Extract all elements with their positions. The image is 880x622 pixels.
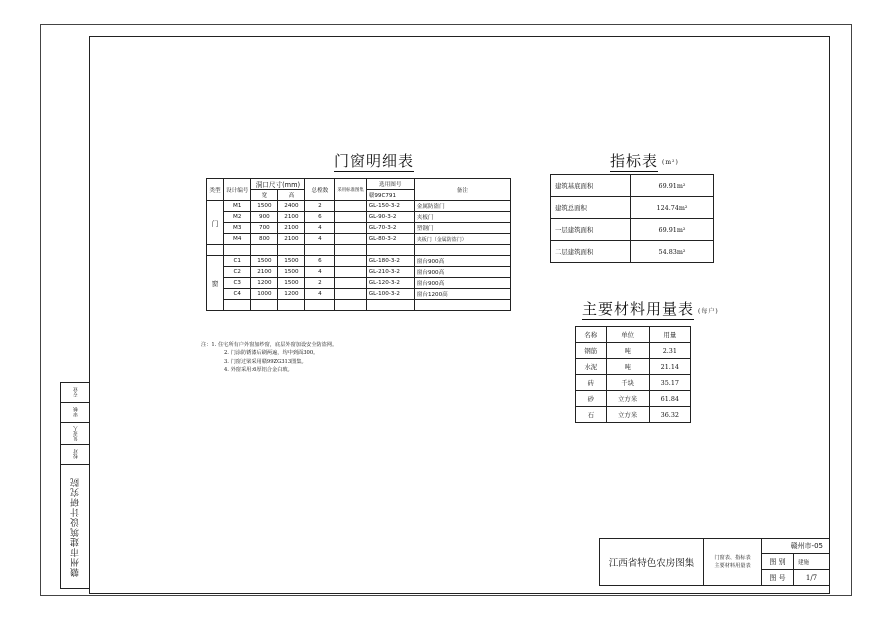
cell-atlas: GL-210-3-2: [366, 267, 414, 278]
header-amount: 用量: [649, 327, 690, 343]
number-value: 1/7: [794, 570, 830, 586]
cell-remark: 窗台900高: [414, 256, 510, 267]
cell-code: M3: [224, 223, 251, 234]
cell-height: 2400: [278, 201, 305, 212]
header-count: 总樘数: [305, 179, 335, 201]
project-name: 江西省特色农房图集: [600, 539, 704, 586]
cell-atlas: GL-150-3-2: [366, 201, 414, 212]
institute-name: 赣州市建筑设计研究院: [71, 477, 81, 577]
cell-count: 4: [305, 223, 335, 234]
title-block: [599, 538, 830, 586]
table-row: [207, 289, 511, 300]
cell-width: 1500: [251, 256, 278, 267]
header-remark: 备注: [414, 179, 510, 201]
cell-remark: 夹板门: [414, 212, 510, 223]
cell-count: 4: [305, 234, 335, 245]
cell-atlas: GL-90-3-2: [366, 212, 414, 223]
indicator-value: 69.91m²: [631, 175, 714, 197]
window-type-cell: 窗: [207, 256, 224, 311]
table-row: 砖 千块 35.17: [576, 375, 691, 391]
header-name: 名称: [576, 327, 607, 343]
header-type: 类型: [207, 179, 224, 201]
table-row: [551, 175, 714, 197]
header-height: 高: [278, 190, 305, 201]
drawing-frame: [89, 36, 830, 594]
strip-cell: [61, 403, 89, 423]
cell-width: 2100: [251, 267, 278, 278]
table-row: 水泥 吨 21.14: [576, 359, 691, 375]
cell-height: 1500: [278, 256, 305, 267]
cell-code: M4: [224, 234, 251, 245]
indicator-value: 69.91m²: [631, 219, 714, 241]
indicator-value: 124.74m²: [631, 197, 714, 219]
cell-width: 800: [251, 234, 278, 245]
cell-width: 1200: [251, 278, 278, 289]
cell-code: C1: [224, 256, 251, 267]
strip-cell-text: 校对: [73, 449, 79, 459]
table-row-empty: [207, 300, 511, 311]
table-row: 石 立方米 36.32: [576, 407, 691, 423]
strip-cell: [61, 423, 89, 445]
cell-count: 6: [305, 212, 335, 223]
materials-title: 主要材料用量表 (每户): [582, 300, 719, 318]
note-line: 2. 门涂防锈漆后刷两遍，均中到面300。: [224, 350, 319, 357]
cell-atlas: GL-100-3-2: [366, 289, 414, 300]
cell-code: C2: [224, 267, 251, 278]
strip-cell: [61, 383, 89, 403]
cell-code: C4: [224, 289, 251, 300]
materials-unit: (每户): [698, 307, 719, 315]
indicator-table: [550, 174, 714, 263]
header-atlas-id: 赣99C791: [366, 190, 414, 201]
cell-height: 1500: [278, 278, 305, 289]
cell-code: C3: [224, 278, 251, 289]
door-window-title: 门窗明细表: [334, 152, 415, 170]
table-row: [551, 241, 714, 263]
number-label: 图 号: [762, 570, 794, 586]
header-width: 宽: [251, 190, 278, 201]
cell-count: 4: [305, 289, 335, 300]
table-row: [207, 267, 511, 278]
series-code: 赣州市-05: [762, 539, 830, 554]
table-row-empty: [207, 245, 511, 256]
cell-width: 900: [251, 212, 278, 223]
header-atlas: 采用标准图集: [335, 179, 366, 201]
strip-cell: [61, 445, 89, 465]
cell-height: 1500: [278, 267, 305, 278]
cell-remark: 窗台1200高: [414, 289, 510, 300]
cell-height: 2100: [278, 212, 305, 223]
table-row: [207, 201, 511, 212]
drawing-name: 门窗表、指标表 主要材料用量表: [704, 539, 762, 586]
cell-remark: 金属防盗门: [414, 201, 510, 212]
door-type-cell: 门: [207, 201, 224, 245]
note-line: 4. 外窗采用:6厚铝合金白玻。: [224, 367, 293, 374]
table-row: 砂 立方米 61.84: [576, 391, 691, 407]
notes: [201, 341, 337, 375]
cell-count: 2: [305, 201, 335, 212]
table-row: [207, 234, 511, 245]
indicator-label: 建筑基底面积: [551, 175, 631, 197]
table-row: [207, 278, 511, 289]
table-header-row: [207, 179, 511, 190]
cell-height: 2100: [278, 223, 305, 234]
cell-atlas: GL-180-3-2: [366, 256, 414, 267]
indicator-value: 54.83m²: [631, 241, 714, 263]
cell-atlas: GL-70-3-2: [366, 223, 414, 234]
table-row: [551, 197, 714, 219]
cell-width: 1000: [251, 289, 278, 300]
header-code: 设计编号: [224, 179, 251, 201]
cell-atlas: GL-80-3-2: [366, 234, 414, 245]
indicator-label: 二层建筑面积: [551, 241, 631, 263]
table-row: [551, 219, 714, 241]
indicator-title: 指标表 (m²): [610, 152, 679, 170]
indicator-label: 一层建筑面积: [551, 219, 631, 241]
header-atlas-code: 选用图号: [366, 179, 414, 190]
table-row: 钢筋 吨 2.31: [576, 343, 691, 359]
materials-table: [575, 326, 691, 423]
table-row: [207, 223, 511, 234]
category-label: 图 别: [762, 554, 794, 570]
table-row: [207, 212, 511, 223]
cell-code: M1: [224, 201, 251, 212]
table-header-row: [576, 327, 691, 343]
cell-atlas: GL-120-3-2: [366, 278, 414, 289]
note-line: 3. 门窗过梁采用赣99ZG313图集。: [224, 358, 307, 365]
cell-remark: 塑钢门: [414, 223, 510, 234]
cell-remark: 窗台900高: [414, 267, 510, 278]
cell-count: 6: [305, 256, 335, 267]
cell-remark: 窗台900高: [414, 278, 510, 289]
indicator-label: 建筑总面积: [551, 197, 631, 219]
cell-height: 2100: [278, 234, 305, 245]
cell-width: 1500: [251, 201, 278, 212]
cell-width: 700: [251, 223, 278, 234]
note-line: 注：1. 住宅所有户外窗加纱窗，底层外窗加设安全防盗网。: [201, 342, 338, 348]
cell-code: M2: [224, 212, 251, 223]
table-row: [207, 256, 511, 267]
strip-cell-text: 负责人: [73, 426, 79, 441]
header-opening: 洞口尺寸(mm): [251, 179, 305, 190]
strip-cell-text: 审核: [73, 407, 79, 417]
cell-count: 4: [305, 267, 335, 278]
door-window-table: [206, 178, 511, 311]
indicator-unit: (m²): [662, 158, 679, 166]
header-unit: 单位: [606, 327, 649, 343]
cell-remark: 夹板门（金属防盗门）: [414, 234, 510, 245]
strip-cell-text: 专业: [73, 387, 79, 397]
cell-height: 1200: [278, 289, 305, 300]
binding-strip: [60, 382, 89, 589]
category-value: 建施: [794, 554, 830, 570]
cell-count: 2: [305, 278, 335, 289]
